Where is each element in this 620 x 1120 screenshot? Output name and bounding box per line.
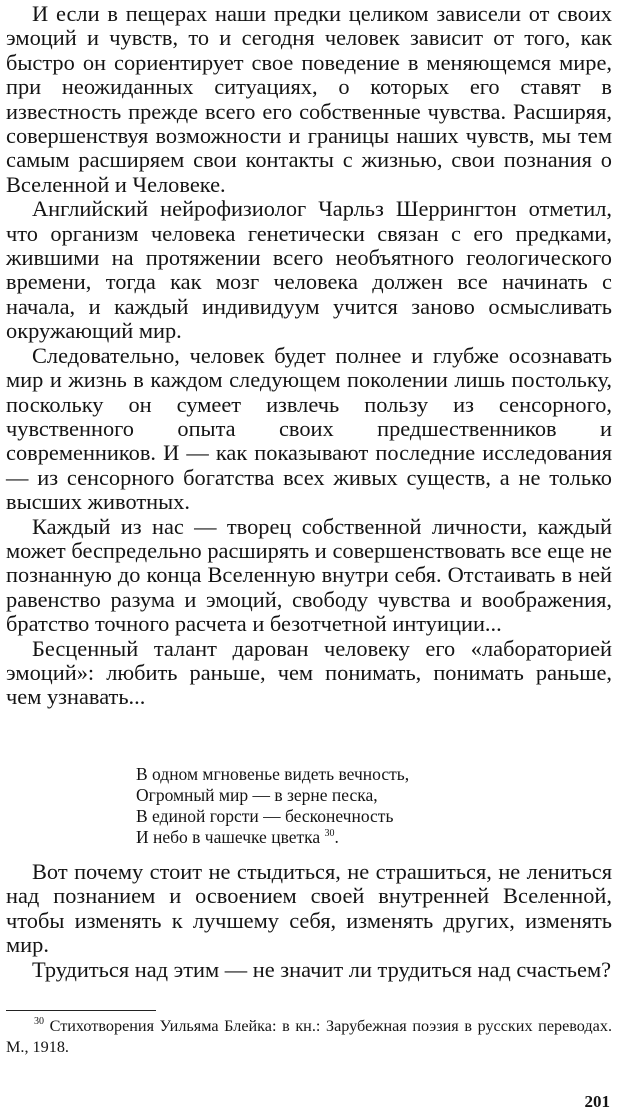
poem-end-mark: . [334,827,339,847]
footnote-number: 30 [34,1016,44,1027]
paragraph: И если в пещерах наши предки целиком зависели от своих эмоций и чувств, то и сегодня человек зависит от того, как быстро он сориентирует свое поведение в меняющемся мире, при неожиданных ситуациях, о которых его ставят в известность прежде всего его собственные чувства. Расширяя, совершенствуя возможности и границы наших чувств, мы тем самым расширяем свои контакты с жизнью, свои познания о Вселенной и Человеке. [6,1,612,197]
poem-line: В одном мгновенье видеть вечность, [136,764,410,784]
footnote-reference: 30 [324,828,335,839]
footnote [6,1016,612,1058]
paragraph: Трудиться над этим — не значит ли трудиться над счастьем? [32,956,612,982]
poem-line: В единой горсти — бесконечность [136,806,394,826]
footnote-divider [6,1010,156,1011]
page-number: 201 [584,1092,610,1111]
main-text [6,2,612,710]
paragraph: Английский нейрофизиолог Чарльз Шеррингтон отметил, что организм человека генетически связан с его предками, жившими на протяжении всего необъятного геологического времени, тогда как мозг человека должен все начинать с начала, и каждый индивидуум учится заново осмысливать окружающий мир. [6,196,612,344]
poem-line: Огромный мир — в зерне песка, [136,785,378,805]
poem-line-text: И небо в чашечке цветка [136,827,321,847]
paragraph: Бесценный талант дарован человеку его «лабораторией эмоций»: любить раньше, чем понимать, понимать раньше, чем узнавать... [6,635,612,710]
footnote-text: Стихотворения Уильяма Блейка: в кн.: Зарубежная поэзия в русских переводах. М., 1918. [6,1017,612,1056]
paragraph: Следовательно, человек будет полнее и глубже осознавать мир и жизнь в каждом следующем поколении лишь постольку, поскольку он сумеет извлечь пользу из сенсорного, чувственного опыта своих предшественников и современников. И — как показывают последние исследования — из сенсорного богатства всех живых существ, а не только высших животных. [6,342,612,515]
closing-text [6,860,612,982]
paragraph: Каждый из нас — творец собственной личности, каждый может беспредельно расширять и совершенствовать все еще не познанную до конца Вселенную внутри себя. Отстаивать в ней равенство разума и эмоций, свободу чувства и воображения, братство точного расчета и безотчетной интуиции... [6,513,612,637]
poem-line-last [136,827,409,848]
poem-quote [136,764,409,848]
paragraph: Вот почему стоит не стыдиться, не страшиться, не лениться над познанием и освоением своей внутренней Вселенной, чтобы изменять к лучшему себя, изменять других, изменять мир. [6,859,612,958]
